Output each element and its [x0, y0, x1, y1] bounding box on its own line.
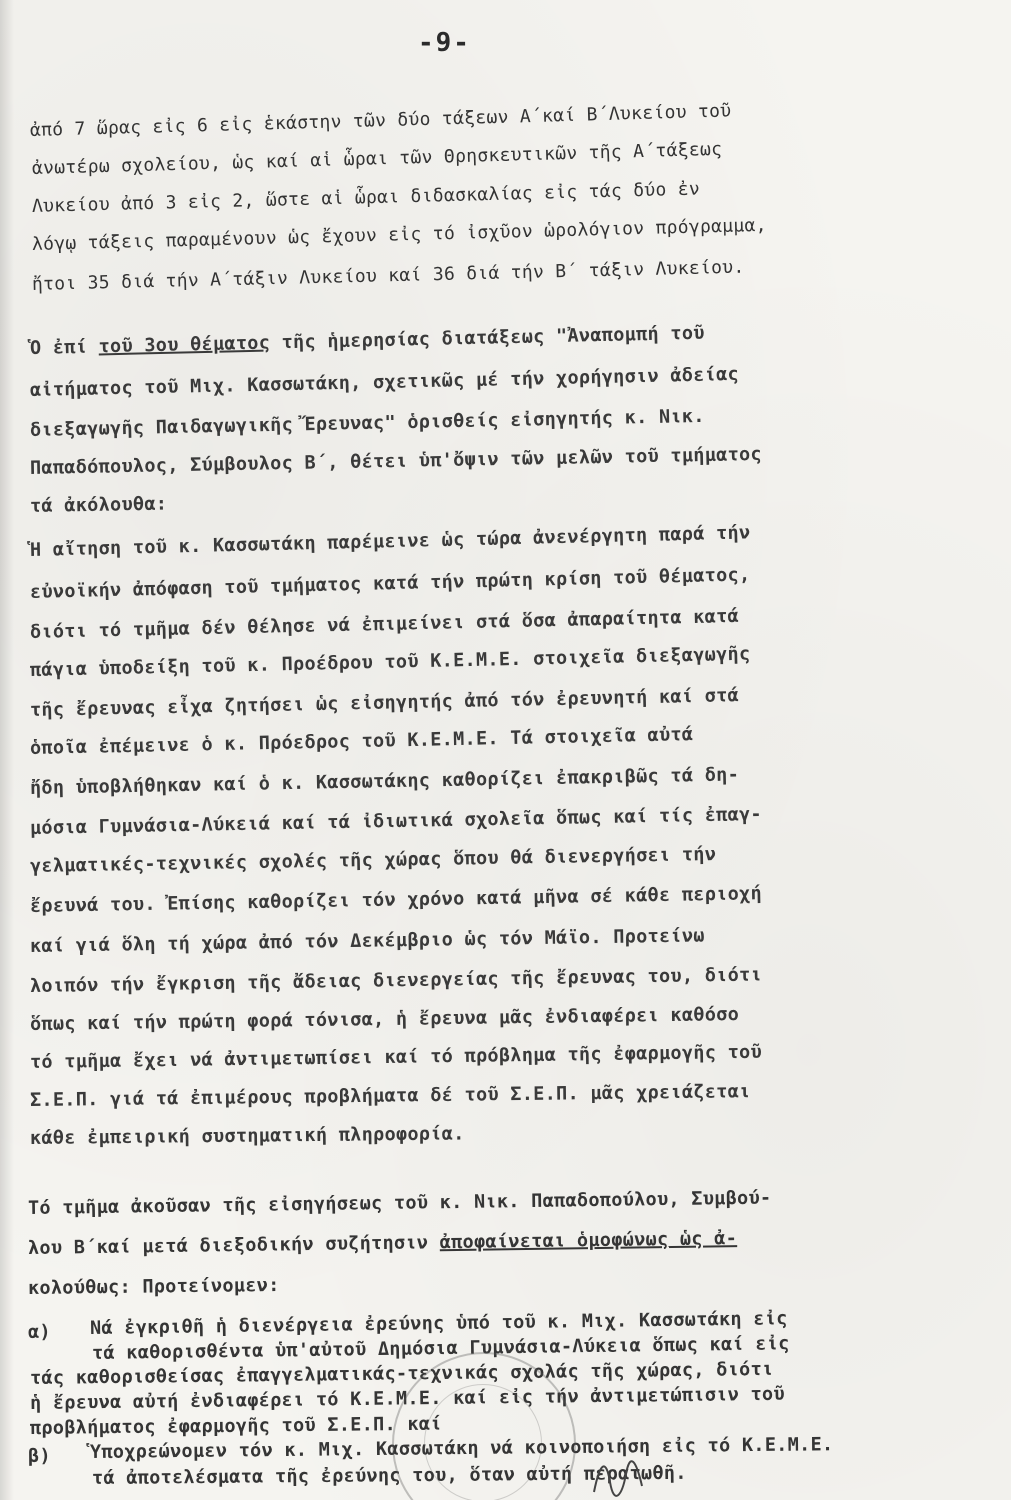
- text-line: ὅπως καί τήν πρώτη φορά τόνισα, ἡ ἔρευνα μᾶς ἐνδιαφέρει καθόσο: [29, 1004, 740, 1035]
- text-line: καί γιά ὅλη τή χώρα ἀπό τόν Δεκέμβριο ὡς τόν Μάϊο. Προτείνω: [29, 925, 705, 957]
- text-line: γελματικές-τεχνικές σχολές τῆς χώρας ὅπου θά διενεργήσει τήν: [29, 844, 717, 877]
- underlined-topic: τοῦ 3ου θέματος: [98, 332, 271, 358]
- text-line: λόγῳ τάξεις παραμένουν ὡς ἔχουν εἰς τό ἰσχῦον ὡρολόγιον πρόγραμμα,: [31, 214, 768, 255]
- text-line: τό τμῆμα ἔχει νά ἀντιμετωπίσει καί τό πρόβλημα τῆς ἐφαρμογῆς τοῦ: [29, 1041, 763, 1073]
- text-line: τά ἀκόλουθα:: [29, 493, 168, 517]
- list-item-line: Νά ἐγκριθῆ ἡ διενέργεια ἐρεύνης ὑπό τοῦ κ. Μιχ. Κασσωτάκη εἰς: [89, 1308, 788, 1339]
- text-line: αἰτήματος τοῦ Μιχ. Κασσωτάκη, σχετικῶς μέ τήν χορήγησιν ἀδείας: [29, 363, 740, 401]
- text-line: κολούθως: Προτείνομεν:: [27, 1274, 280, 1299]
- text-line: ἀπό 7 ὥρας εἰς 6 εἰς ἑκάστην τῶν δύο τάξεων Α΄καί Β΄Λυκείου τοῦ: [29, 100, 732, 141]
- text-line: ἔρευνά του. Ἐπίσης καθορίζει τόν χρόνο κατά μῆνα σέ κάθε περιοχή: [29, 883, 763, 917]
- text-line: ἀνωτέρω σχολείου, ὡς καί αἱ ὧραι τῶν Θρησκευτικῶν τῆς Α΄τάξεως: [31, 138, 723, 179]
- text-line: [30, 323, 705, 359]
- text-fragment: τῆς ἡμερησίας διατάξεως "Ἀναπομπή τοῦ: [269, 322, 705, 354]
- text-line: Λυκείου ἀπό 3 εἰς 2, ὥστε αἱ ὧραι διδασκαλίας εἰς τάς δύο ἐν: [31, 178, 701, 217]
- text-line: κάθε ἐμπειρική συστηματική πληροφορία.: [29, 1123, 465, 1149]
- text-line: διεξαγωγῆς Παιδαγωγικῆς Ἔρευνας" ὁρισθείς εἰσηγητής κ. Νικ.: [29, 405, 705, 441]
- list-marker: β): [27, 1445, 51, 1467]
- list-item-line: ἡ ἔρευνα αὐτή ἐνδιαφέρει τό Κ.Ε.Μ.Ε. καί εἰς τήν ἀντιμετώπισιν τοῦ: [29, 1383, 785, 1414]
- text-line: ἤδη ὑποβλήθηκαν καί ὁ κ. Κασσωτάκης καθορίζει ἐπακριβῶς τά δη-: [29, 764, 740, 799]
- text-fragment: λου Β΄καί μετά διεξοδικήν συζήτησιν: [27, 1232, 440, 1259]
- text-line: πάγια ὑποδείξη τοῦ κ. Προέδρου τοῦ Κ.Ε.Μ.Ε. στοιχεῖα διεξαγωγῆς: [29, 643, 751, 681]
- text-line: τῆς ἔρευνας εἶχα ζητήσει ὡς εἰσηγητής ἀπό τόν ἐρευνητή καί στά: [29, 685, 740, 721]
- underlined-decision: ἀποφαίνεται ὁμοφώνως ὡς ἀ-: [439, 1228, 738, 1254]
- page-edge-shadow: [0, 0, 14, 1500]
- text-line: μόσια Γυμνάσια-Λύκειά καί τά ἰδιωτικά σχολεῖα ὅπως καί τίς ἐπαγ-: [29, 803, 763, 839]
- list-item-line: τά ἀποτελέσματα τῆς ἐρεύνης του, ὅταν αὐτή περατωθῆ.: [91, 1462, 687, 1489]
- text-line: Ἡ αἴτηση τοῦ κ. Κασσωτάκη παρέμεινε ὡς τώρα ἀνενέργητη παρά τήν: [29, 522, 751, 561]
- list-marker: α): [27, 1321, 52, 1343]
- text-fragment: Ὁ ἐπί: [29, 336, 99, 359]
- list-item-line: τά καθορισθέντα ὑπ'αὐτοῦ Δημόσια Γυμνάσια-Λύκεια ὅπως καί εἰς: [91, 1333, 790, 1364]
- signature-mark: [588, 1452, 648, 1498]
- list-item-line: τάς καθορισθείσας ἐπαγγελματικάς-τεχνικάς σχολάς τῆς χώρας, διότι: [29, 1358, 774, 1389]
- text-line: εὐνοϊκήν ἀπόφαση τοῦ τμήματος κατά τήν πρώτη κρίση τοῦ θέματος,: [29, 564, 751, 603]
- text-line: ἤτοι 35 διά τήν Α΄τάξιν Λυκείου καί 36 διά τήν Β΄ τάξιν Λυκείου.: [31, 256, 745, 295]
- text-line: [28, 1228, 737, 1259]
- text-line: διότι τό τμῆμα δέν θέλησε νά ἐπιμείνει στά ὅσα ἀπαραίτητα κατά: [29, 605, 740, 643]
- list-item-line: Ὑποχρεώνομεν τόν κ. Μιχ. Κασσωτάκη νά κοινοποιήση εἰς τό Κ.Ε.Μ.Ε.: [89, 1434, 834, 1463]
- text-line: Τό τμῆμα ἀκοῦσαν τῆς εἰσηγήσεως τοῦ κ. Νικ. Παπαδοπούλου, Συμβού-: [27, 1187, 772, 1219]
- page-number: -9-: [418, 28, 471, 58]
- text-line: Σ.Ε.Π. γιά τά ἐπιμέρους προβλήματα δέ τοῦ Σ.Ε.Π. μᾶς χρειάζεται: [29, 1081, 751, 1111]
- text-line: ὁποῖα ἐπέμεινε ὁ κ. Πρόεδρος τοῦ Κ.Ε.Μ.Ε. Τά στοιχεῖα αὐτά: [29, 724, 694, 759]
- text-line: Παπαδόπουλος, Σύμβουλος Β΄, θέτει ὑπ'ὄψιν τῶν μελῶν τοῦ τμήματος: [29, 443, 763, 479]
- text-line: λοιπόν τήν ἔγκριση τῆς ἄδειας διενεργείας τῆς ἔρευνας του, διότι: [29, 964, 763, 997]
- list-item-line: προβλήματος ἐφαρμογῆς τοῦ Σ.Ε.Π. καί: [29, 1413, 442, 1439]
